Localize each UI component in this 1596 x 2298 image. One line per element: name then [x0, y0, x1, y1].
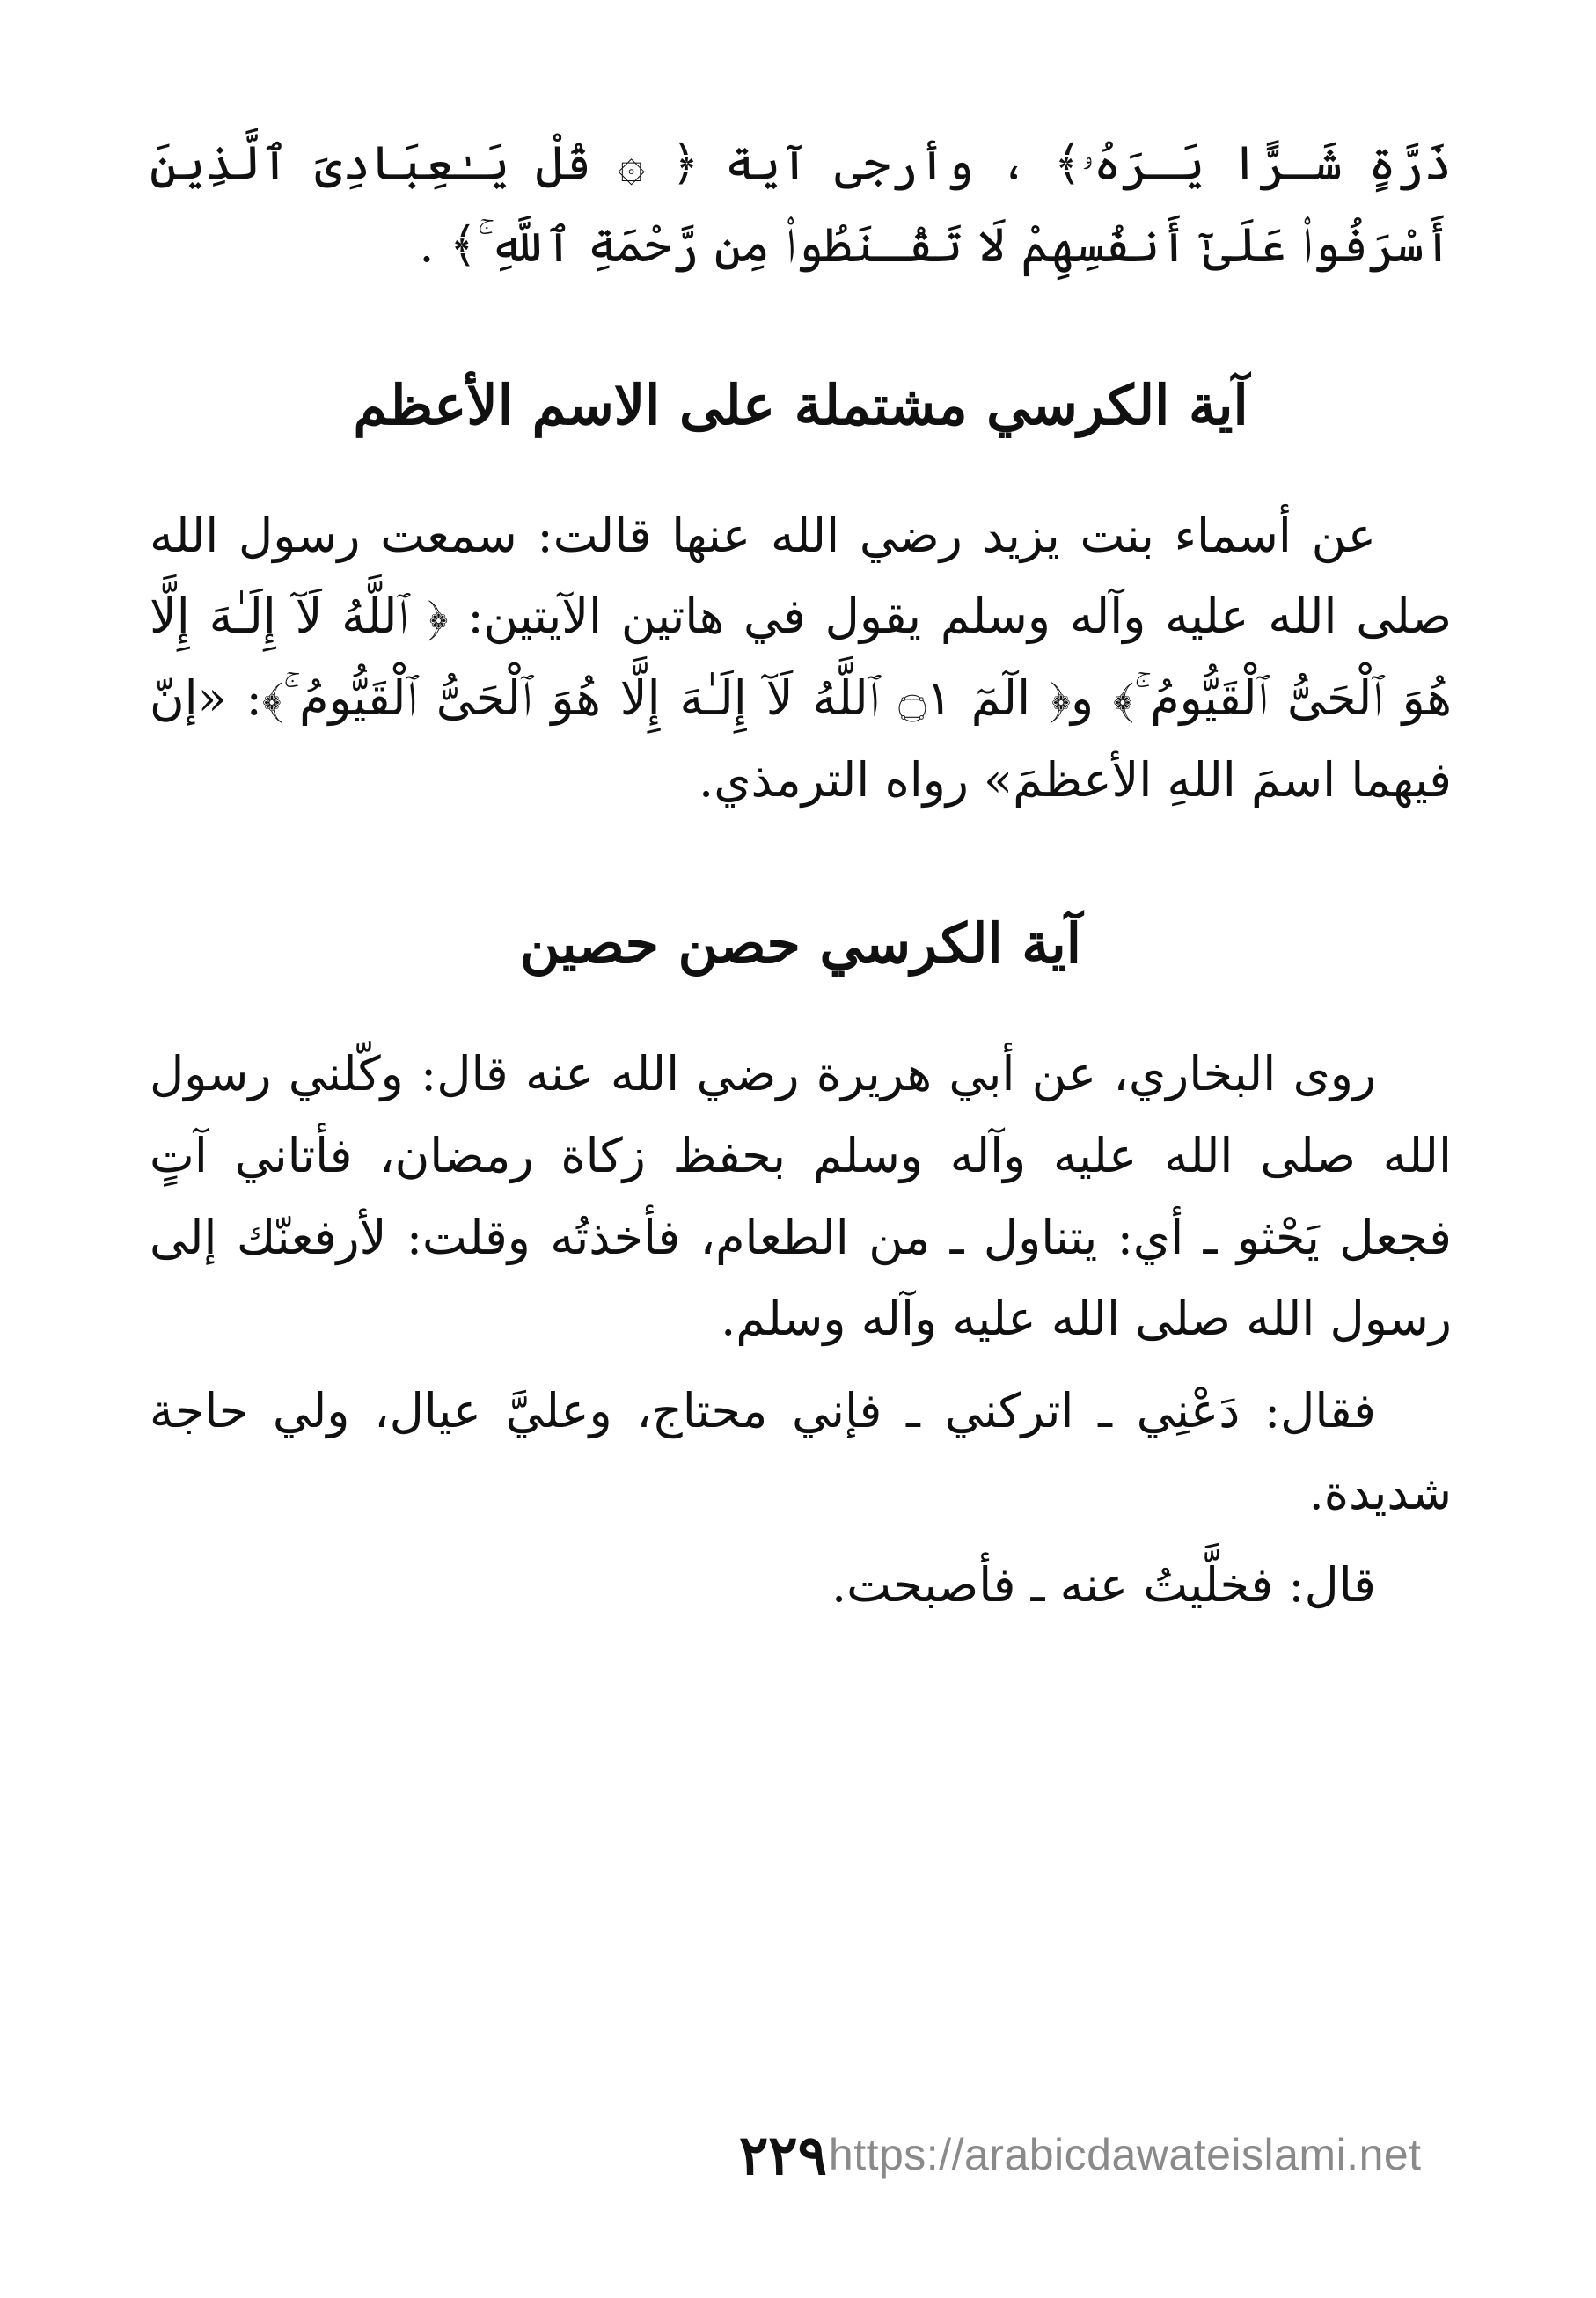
- hadith-continuation-paragraph: فقال: دَعْنِي ـ اتركني ـ فإني محتاج، وعليَّ عيال، ولي حاجة شديدة.: [150, 1383, 1452, 1521]
- page-content: [150, 123, 1452, 1627]
- intro-paragraph: ذَرَّةٍ شَـرًّا يَـرَهُۥ﴾ ، وأرجى آية ﴿ ۞ قُلْ يَـٰعِبَادِىَ ٱلَّذِينَ أَسْرَفُوا۟ عَلَىٰٓ أَنفُسِهِمْ لَا تَقْـنَطُوا۟ مِن رَّحْمَةِ ٱللَّهِ ۚ﴾ .: [150, 135, 1452, 273]
- hadith-abu-hurayra-paragraph: روى البخاري، عن أبي هريرة رضي الله عنه قال: وكّلني رسول الله صلى الله عليه وآله وسلم بحفظ زكاة رمضان، فأتاني آتٍ فجعل يَحْثو ـ أي: يتناول ـ من الطعام، فأخذتُه وقلت: لأرفعنّك إلى رسول الله صلى الله عليه وآله وسلم.: [150, 1045, 1452, 1347]
- section-heading-ayat-al-kursi-greatest-name: آية الكرسي مشتملة على الاسم الأعظم: [353, 372, 1248, 437]
- section-heading-ayat-al-kursi-fortress: آية الكرسي حصن حصين: [520, 911, 1081, 977]
- page-footer: [739, 2115, 1513, 2194]
- hadith-asma-paragraph: عن أسماء بنت يزيد رضي الله عنها قالت: سمعت رسول الله صلى الله عليه وآله وسلم يقول في هاتين الآيتين: ﴿ ٱللَّهُ لَآ إِلَـٰهَ إِلَّا هُوَ ٱلْحَىُّ ٱلْقَيُّومُ ۚ﴾ و﴿ الٓمٓ ۝١ ٱللَّهُ لَآ إِلَـٰهَ إِلَّا هُوَ ٱلْحَىُّ ٱلْقَيُّومُ ۚ﴾: «إنّ فيهما اسمَ اللهِ الأعظمَ» رواه الترمذي.: [150, 507, 1452, 809]
- page-number: ٢٢٩: [739, 2122, 827, 2187]
- website-watermark: https://arabicdawateislami.net: [828, 2130, 1422, 2179]
- hadith-final-paragraph: قال: فخلَّيتُ عنه ـ فأصبحت.: [831, 1557, 1376, 1614]
